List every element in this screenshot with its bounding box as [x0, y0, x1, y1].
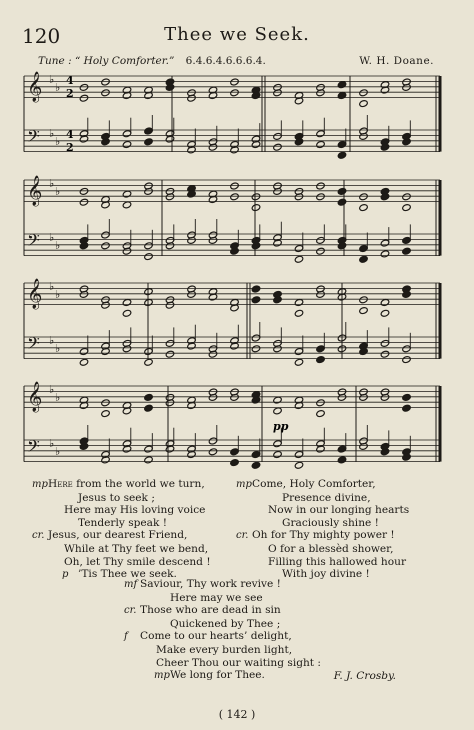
- note-head: [251, 285, 260, 293]
- note-head: [294, 348, 303, 356]
- note-head: [79, 187, 88, 195]
- note-head: [230, 182, 239, 190]
- note-head: [380, 250, 389, 258]
- note-head: [380, 339, 389, 347]
- verse-3: [124, 578, 321, 683]
- note-head: [316, 356, 325, 364]
- flat-icon: ♭: [49, 231, 55, 244]
- verse-text: With joy divine !: [282, 568, 370, 581]
- verse-text: Make every burden light,: [156, 643, 293, 656]
- note-head: [316, 182, 325, 190]
- note-head: [337, 187, 346, 195]
- note-head: [294, 461, 303, 469]
- verse-line: [124, 592, 321, 605]
- note-head: [144, 253, 153, 261]
- note-head: [144, 358, 153, 366]
- note-head: [144, 445, 153, 453]
- note-head: [359, 296, 368, 304]
- verse-text: from the world we turn,: [72, 478, 205, 490]
- note-head: [122, 299, 131, 307]
- verse-line: [32, 504, 211, 517]
- note-head: [273, 407, 282, 415]
- verse-line: [124, 657, 321, 670]
- note-head: [144, 138, 153, 146]
- verse-line: [124, 644, 321, 657]
- note-head: [316, 130, 325, 138]
- note-head: [273, 143, 282, 151]
- verse-line: [32, 543, 211, 556]
- verse-line: [32, 556, 211, 569]
- note-head: [402, 236, 411, 244]
- note-head: [230, 78, 239, 86]
- flat-icon: ♭: [55, 288, 61, 301]
- verse-line: [124, 604, 321, 618]
- flat-icon: ♭: [49, 437, 55, 450]
- note-head: [122, 141, 131, 149]
- note-head: [359, 193, 368, 201]
- dynamic-mark: cr.: [236, 530, 249, 542]
- verse-text: Quickened by Thee ;: [170, 617, 281, 630]
- verse-text: Tenderly speak !: [78, 516, 168, 529]
- time-signature-bottom: 2: [66, 141, 74, 154]
- flat-icon: ♭: [55, 342, 61, 355]
- note-head: [230, 89, 239, 97]
- note-head: [101, 231, 110, 239]
- note-head: [316, 141, 325, 149]
- note-head: [101, 242, 110, 250]
- note-head: [402, 204, 411, 212]
- dynamic-mark: f: [124, 631, 128, 643]
- flat-icon: ♭: [55, 391, 61, 404]
- verse-line: [236, 478, 409, 492]
- note-head: [402, 404, 411, 412]
- note-head: [122, 130, 131, 138]
- verse-text: Those who are dead in sin: [140, 604, 281, 617]
- verse-line: [236, 504, 409, 517]
- verse-text: Now in our longing hearts: [268, 504, 410, 517]
- note-head: [230, 193, 239, 201]
- time-signature-top: 4: [66, 74, 74, 87]
- verse-text: Here may we see: [170, 591, 263, 604]
- note-head: [359, 255, 368, 263]
- verse-text: Jesus, our dearest Friend,: [48, 529, 188, 542]
- note-head: [359, 100, 368, 108]
- note-head: [273, 132, 282, 140]
- dynamic-mark: mp: [154, 670, 170, 682]
- note-head: [380, 309, 389, 317]
- note-head: [208, 448, 217, 456]
- note-head: [251, 461, 260, 469]
- bass-clef-icon: 𝄢: [27, 230, 40, 254]
- note-head: [251, 334, 260, 342]
- composer: W. H. Doane.: [359, 55, 434, 67]
- note-head: [402, 356, 411, 364]
- verse-line: [236, 517, 409, 530]
- flat-icon: ♭: [49, 280, 55, 293]
- note-head: [316, 247, 325, 255]
- note-head: [101, 78, 110, 86]
- verse-line: [236, 556, 409, 569]
- verse-2: [236, 478, 409, 581]
- verse-line: [124, 630, 321, 644]
- note-head: [337, 198, 346, 206]
- note-head: [101, 89, 110, 97]
- note-head: [101, 399, 110, 407]
- bass-clef-icon: 𝄢: [27, 126, 40, 150]
- note-head: [273, 396, 282, 404]
- tune-meter: 6.4.6.4.6.6.6.4.: [185, 55, 266, 67]
- dynamic-pp: pp: [273, 420, 289, 433]
- verse-text: Jesus to seek ;: [78, 491, 155, 504]
- verse-text: Here may His loving voice: [64, 504, 206, 517]
- note-head: [294, 299, 303, 307]
- flat-icon: ♭: [49, 383, 55, 396]
- verse-text: Filling this hallowed hour: [268, 555, 407, 568]
- bass-clef-icon: 𝄢: [27, 333, 40, 357]
- note-head: [294, 451, 303, 459]
- note-head: [316, 193, 325, 201]
- author: F. J. Crosby.: [333, 670, 396, 682]
- note-head: [316, 236, 325, 244]
- note-head: [208, 437, 217, 445]
- verse-text: Oh, let Thy smile descend !: [64, 555, 211, 568]
- verse-line: [32, 478, 211, 492]
- note-head: [79, 83, 88, 91]
- flat-icon: ♭: [49, 177, 55, 190]
- note-head: [251, 345, 260, 353]
- verse-line: [236, 529, 409, 543]
- time-signature-top: 4: [66, 128, 74, 141]
- verse-line: [124, 578, 321, 592]
- note-head: [122, 309, 131, 317]
- flat-icon: ♭: [55, 81, 61, 94]
- dynamic-mark: mp: [32, 479, 48, 490]
- flat-icon: ♭: [49, 127, 55, 140]
- verse-text: Graciously shine !: [282, 516, 379, 529]
- bass-clef-icon: 𝄢: [27, 436, 40, 460]
- verse-line: [124, 669, 321, 683]
- note-head: [79, 358, 88, 366]
- dynamic-mark: p: [62, 569, 69, 581]
- treble-clef-icon: 𝄞: [27, 176, 43, 206]
- verse-line: [32, 517, 211, 530]
- note-head: [165, 339, 174, 347]
- note-head: [337, 151, 346, 159]
- dynamic-mark: mf: [124, 579, 138, 590]
- note-head: [316, 399, 325, 407]
- note-head: [294, 245, 303, 253]
- flat-icon: ♭: [55, 239, 61, 252]
- note-head: [359, 204, 368, 212]
- note-head: [144, 404, 153, 412]
- tune-name: “ Holy Comforter.”: [74, 55, 175, 67]
- note-head: [359, 245, 368, 253]
- note-head: [273, 451, 282, 459]
- note-head: [251, 204, 260, 212]
- note-head: [316, 345, 325, 353]
- hymn-title: Thee we Seek.: [164, 24, 310, 45]
- verse-line: [32, 492, 211, 505]
- note-head: [144, 127, 153, 135]
- note-head: [380, 239, 389, 247]
- note-head: [79, 348, 88, 356]
- note-head: [402, 193, 411, 201]
- verse-line: [124, 618, 321, 631]
- note-head: [79, 198, 88, 206]
- verse-text: We long for Thee.: [170, 669, 265, 682]
- verse-text: ’Tis Thee we seek.: [78, 568, 177, 581]
- note-head: [251, 296, 260, 304]
- note-head: [144, 242, 153, 250]
- verse-text: Saviour, Thy work revive !: [140, 578, 281, 590]
- note-head: [337, 456, 346, 464]
- verse-text: Oh for Thy mighty power !: [252, 529, 395, 542]
- note-head: [251, 193, 260, 201]
- hymn-number: 120: [22, 24, 61, 48]
- note-head: [337, 141, 346, 149]
- note-head: [101, 410, 110, 418]
- note-head: [251, 451, 260, 459]
- flat-icon: ♭: [49, 73, 55, 86]
- verse-text: Presence divine,: [282, 491, 371, 504]
- note-head: [273, 440, 282, 448]
- verse-line: [236, 543, 409, 556]
- note-head: [165, 350, 174, 358]
- dynamic-mark: cr.: [124, 605, 137, 617]
- time-signature-bottom: 2: [66, 87, 74, 100]
- dynamic-mark: mp: [236, 479, 252, 490]
- verse-line: [32, 529, 211, 543]
- flat-icon: ♭: [49, 334, 55, 347]
- verse-text: While at Thy feet we bend,: [64, 542, 209, 555]
- tune-label: Tune :: [38, 55, 72, 67]
- note-head: [337, 92, 346, 100]
- note-head: [402, 345, 411, 353]
- verse-text: Cheer Thou our waiting sight :: [156, 656, 321, 669]
- note-head: [337, 445, 346, 453]
- verse-line: [236, 492, 409, 505]
- note-head: [380, 299, 389, 307]
- note-head: [380, 350, 389, 358]
- verse-text: O for a blessèd shower,: [268, 542, 394, 555]
- note-head: [294, 255, 303, 263]
- verse-text: Come to our hearts’ delight,: [140, 630, 292, 643]
- flat-icon: ♭: [55, 185, 61, 198]
- verse-initial-word: Here: [48, 478, 73, 490]
- note-head: [79, 94, 88, 102]
- note-head: [230, 448, 239, 456]
- note-head: [144, 456, 153, 464]
- flat-icon: ♭: [55, 135, 61, 148]
- note-head: [122, 190, 131, 198]
- note-head: [294, 358, 303, 366]
- verse-text: Come, Holy Comforter,: [252, 478, 376, 490]
- note-head: [402, 393, 411, 401]
- treble-clef-icon: 𝄞: [27, 72, 43, 102]
- page-number: ( 142 ): [218, 708, 256, 721]
- note-head: [122, 201, 131, 209]
- dynamic-mark: cr.: [32, 530, 45, 542]
- treble-clef-icon: 𝄞: [27, 279, 43, 309]
- note-head: [359, 89, 368, 97]
- flat-icon: ♭: [55, 445, 61, 458]
- note-head: [144, 393, 153, 401]
- note-head: [337, 81, 346, 89]
- note-head: [359, 307, 368, 315]
- treble-clef-icon: 𝄞: [27, 382, 43, 412]
- note-head: [294, 309, 303, 317]
- note-head: [402, 247, 411, 255]
- verse-1: [32, 478, 211, 582]
- note-head: [230, 459, 239, 467]
- note-head: [316, 410, 325, 418]
